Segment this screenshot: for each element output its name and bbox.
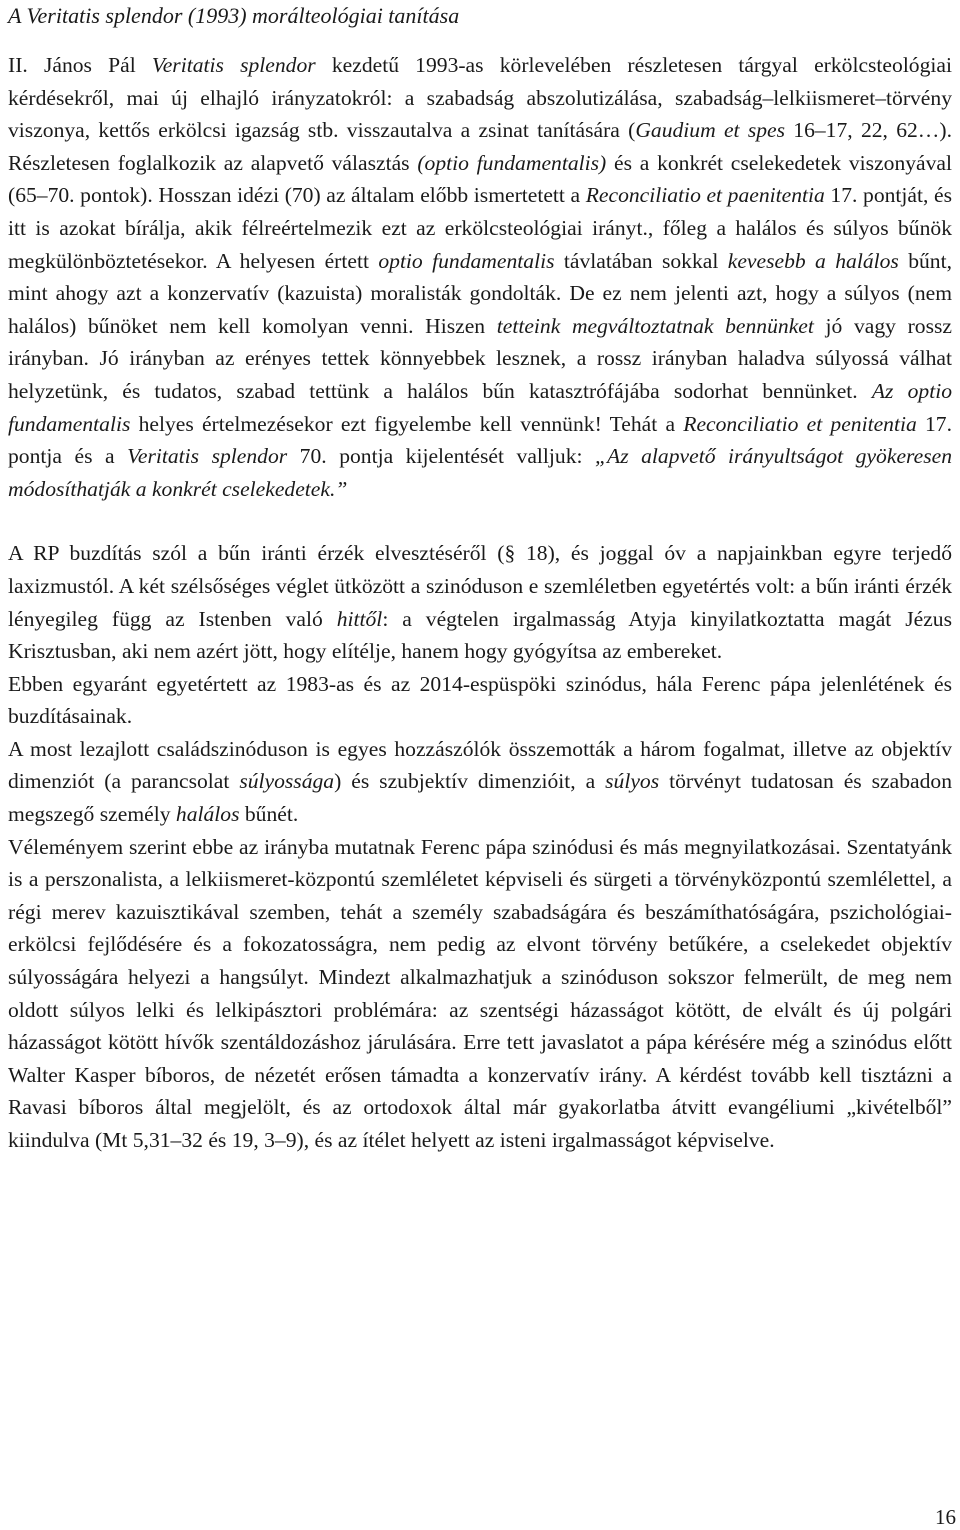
text-run: A RP buzdítás szól a bűn iránti érzék elvesztéséről (§ 18), és joggal óv a napjainkban egyre terjedő laxizmustól. A két szélsőséges véglet ütközött a szinóduson e szemléletben egyetértés volt: a bűn iránti érzék lényegileg függ az Istenben való xyxy=(8,541,952,631)
text-run: 70. pontja kijelentését valljuk: xyxy=(287,444,596,469)
italic-text-run: súlyossága xyxy=(239,769,335,794)
text-run: ) és szubjektív dimenzióit, a xyxy=(334,769,606,794)
paragraph-rp-buzditas xyxy=(8,537,952,667)
text-run: bűnt, mint ahogy azt a konzervatív (kazuista) moralisták gondolták. De ez nem jelenti azt, hogy a súlyos (nem halálos) bűnöket nem kell komolyan venni. Hiszen xyxy=(8,248,952,338)
italic-text-run: kevesebb a halálos xyxy=(727,248,899,273)
text-run: törvényt tudatosan és szabadon megszegő személy xyxy=(8,769,952,827)
italic-text-run: hittől xyxy=(336,606,383,631)
paragraph-veritatis-splendor xyxy=(8,49,952,505)
text-run: és a konkrét cselekedetek viszonyával (65–70. pontok). Hosszan idézi (70) az általam előbb ismertetett a xyxy=(8,150,953,208)
text-run: jó vagy rossz irányban. Jó irányban az erényes tettek könnyebbek lesznek, a rossz irányban haladva súlyossá válhat helyzetünk, és tudatos, szabad tettünk a halálos bűn katasztrófájába sodorhat bennünket. xyxy=(8,313,952,403)
text-run: helyes értelmezésekor ezt figyelembe kell vennünk! Tehát a xyxy=(130,411,684,436)
paragraph-gap xyxy=(8,505,952,537)
body-text xyxy=(8,49,952,1157)
text-run: A most lezajlott családszinóduson is egyes hozzászólók összemották a három fogalmat, illetve az objektív dimenziót (a parancsolat xyxy=(8,736,952,794)
italic-text-run: (optio fundamentalis) xyxy=(417,150,607,175)
italic-text-run: Az optio fundamentalis xyxy=(8,378,952,436)
italic-text-run: súlyos xyxy=(605,769,660,794)
italic-text-run: Reconciliatio et penitentia xyxy=(683,411,917,436)
italic-text-run: Reconciliatio et paenitentia xyxy=(585,183,825,208)
paragraph-ferenc-papa xyxy=(8,831,952,1157)
italic-text-run: Gaudium et spes xyxy=(635,118,786,143)
text-run: 17. pontja és a xyxy=(8,411,952,469)
text-run: bűnét. xyxy=(239,802,299,827)
text-run: Véleményem szerint ebbe az irányba mutatnak Ferenc pápa szinódusi és más megnyilatkozásai. Szentatyánk is a perszonalista, a lelkiismeret-központú szemléletet képviseli és sürgeti a törvényközpontú szemlélettel, a régi merev kazuisztikával szemben, tehát a személy szabadságára és beszámíthatóságára, pszichológiai-erkölcsi fejlődésére és a fokozatosságra, nem pedig az elvont törvény betűkére, a cselekedet objektív súlyosságára helyezi a hangsúlyt. Mindezt alkalmazhatjuk a szinóduson sokszor felmerült, de meg nem oldott súlyos lelki és lelkipásztori problémára: az szentségi házasságot kötött, de elvált és új polgári házasságot kötött hívők szentáldozáshoz járulására. Erre tett javaslatot a pápa kérésére még a szinódus előtt Walter Kasper bíboros, de nézetét erősen támadta a konzervatív irány. A kérdést tovább kell tisztázni a Ravasi bíboros által megjelölt, és az ortodoxok által már gyakorlatba átvitt evangéliumi „kivételből” kiindulva (Mt 5,31–32 és 19, 3–9), és az ítélet helyett az isteni irgalmasságot képviselve. xyxy=(8,834,952,1152)
text-run: 16–17, 22, 62…). Részletesen foglalkozik az alapvető választás xyxy=(8,118,952,175)
text-run: kezdetű 1993-as körlevelében részletesen tárgyal erkölcsteológiai kérdésekről, mai új elhajló irányzatokról: a szabadság abszolutizálása, szabadság–lelkiismeret–törvény viszonya, kettős erkölcsi igazság stb. visszautalva a zsinat tanítására ( xyxy=(8,53,952,143)
paragraph-csaladszinodus xyxy=(8,733,952,831)
page-number: 16 xyxy=(935,1505,956,1529)
text-run: II. János Pál xyxy=(8,53,152,77)
italic-text-run: optio fundamentalis xyxy=(378,248,555,273)
paragraph-1983-2014-szinodus xyxy=(8,668,952,733)
italic-text-run: Veritatis splendor xyxy=(127,444,288,469)
text-run: : a végtelen irgalmasság Atyja kinyilatkoztatta magát Jézus Krisztusban, aki nem azért jött, hogy elítélje, hanem hogy gyógyítsa az embereket. xyxy=(8,606,952,664)
text-run: 17. pontját, és itt is azokat bírálja, akik félreértelmezik ezt az erkölcsteológiai irányt., főleg a halálos és súlyos bűnök megkülönböztetésekor. A helyesen értett xyxy=(8,183,952,273)
text-run: Ebben egyaránt egyetértett az 1983-as és az 2014-espüspöki szinódus, hála Ferenc pápa jelenlétének és buzdításainak. xyxy=(8,671,952,729)
text-run: távlatában sokkal xyxy=(554,248,728,273)
running-header: A Veritatis splendor (1993) morálteológiai tanítása xyxy=(8,3,460,28)
italic-text-run: „Az alapvető irányultságot gyökeresen módosíthatják a konkrét cselekedetek.” xyxy=(8,444,952,501)
italic-text-run: Veritatis splendor xyxy=(151,53,316,77)
italic-text-run: halálos xyxy=(175,802,240,827)
italic-text-run: tetteink megváltoztatnak bennünket xyxy=(496,313,814,338)
